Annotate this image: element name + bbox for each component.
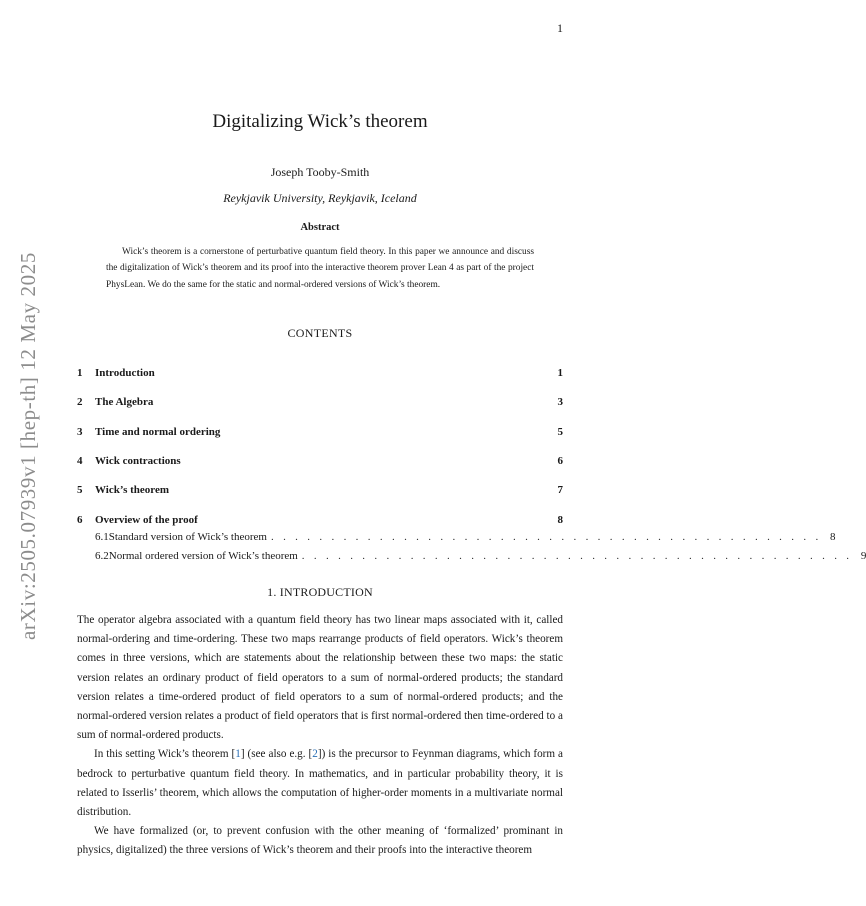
toc-subentry-normal-ordered-version[interactable] — [77, 550, 866, 566]
toc-entry-number: 6 — [77, 514, 83, 526]
toc-entry-page: 9 — [860, 550, 866, 562]
paragraph-1: The operator algebra associated with a quantum field theory has two linear maps associated with it, called normal-ordering and time-ordering. These two maps rearrange products of field operators. Wick’s theorem comes in three versions, which are statements about the relationship between these two maps: the static version relates an ordinary product of field operators to a sum of normal-ordered products; the standard version relates a time-ordered product of field operators to a sum of normal-ordered products; and the normal-ordered version relates a product of field operators that is first normal-ordered then time-ordered to a sum of normal-ordered products. — [77, 614, 563, 742]
toc-entry-number: 3 — [77, 426, 83, 438]
paragraph-2: In this setting Wick’s theorem [1] (see also e.g. [2]) is the precursor to Feynman diagrams, which form a bedrock to perturbative quantum field theory. In mathematics, and in particular probability theory, it is related to Isserlis’ theorem, which allows the computation of higher-order moments in a multivariate normal distribution. — [77, 748, 564, 819]
toc-entry-number: 6.1 — [95, 531, 109, 543]
introduction-body — [77, 611, 563, 861]
page-number: 1 — [557, 21, 563, 35]
toc-entry-number: 5 — [77, 484, 83, 496]
toc-entry-page: 6 — [557, 455, 563, 467]
toc-entry-overview-of-the-proof[interactable] — [77, 514, 563, 530]
toc-entry-label: The Algebra — [95, 396, 154, 408]
author-name: Joseph Tooby-Smith — [270, 165, 370, 179]
abstract-heading: Abstract — [300, 222, 340, 233]
citation-link[interactable]: 1 — [235, 748, 241, 761]
toc-leader-dots: . . . . . . . . . . . . . . . . . . . . . . . . . . . . . . . . . . . . . . . . . . . . . . — [301, 550, 853, 562]
arxiv-identifier-stamp: arXiv:2505.07939v1 [hep-th] 12 May 2025 — [16, 252, 40, 640]
toc-subentry-standard-version[interactable] — [77, 531, 836, 547]
toc-entry-page: 5 — [557, 426, 563, 438]
toc-entry-wicks-theorem[interactable] — [77, 484, 563, 500]
toc-entry-label: Wick’s theorem — [95, 484, 170, 496]
toc-entry-page: 1 — [557, 367, 563, 379]
toc-entry-wick-contractions[interactable] — [77, 455, 563, 471]
author-affiliation: Reykjavik University, Reykjavik, Iceland — [223, 191, 417, 205]
toc-entry-page: 8 — [830, 531, 836, 543]
section-heading-introduction: 1. INTRODUCTION — [267, 585, 373, 599]
toc-leader-dots: . . . . . . . . . . . . . . . . . . . . . . . . . . . . . . . . . . . . . . . . . . . . . . — [270, 531, 822, 543]
toc-entry-label: Time and normal ordering — [95, 426, 221, 438]
toc-entry-label: Normal ordered version of Wick’s theorem — [108, 550, 298, 562]
toc-entry-number: 4 — [77, 455, 83, 467]
toc-entry-number: 6.2 — [95, 550, 109, 562]
toc-entry-time-and-normal-ordering[interactable] — [77, 426, 563, 442]
toc-entry-page: 3 — [557, 396, 563, 408]
toc-entry-label: Standard version of Wick’s theorem — [108, 531, 267, 543]
paragraph-3: We have formalized (or, to prevent confusion with the other meaning of ‘formalized’ prominant in physics, digitalized) the three versions of Wick’s theorem and their proofs into the interactive theorem — [77, 825, 563, 857]
toc-entry-page: 7 — [557, 484, 563, 496]
toc-entry-label: Overview of the proof — [95, 514, 198, 526]
toc-entry-introduction[interactable] — [77, 367, 563, 383]
paper-title: Digitalizing Wick’s theorem — [212, 111, 428, 132]
toc-entry-the-algebra[interactable] — [77, 396, 563, 412]
toc-entry-number: 2 — [77, 396, 83, 408]
contents-heading: CONTENTS — [287, 326, 353, 340]
citation-link[interactable]: 2 — [312, 748, 318, 761]
abstract-text: Wick’s theorem is a cornerstone of perturbative quantum field theory. In this paper we announce and discuss the digitalization of Wick’s theorem and its proof into the interactive theorem prover Lean 4 as part of the project PhysLean. We do the same for the static and normal-ordered versions of Wick’s theorem. — [106, 247, 534, 290]
toc-entry-label: Introduction — [95, 367, 155, 379]
toc-entry-page: 8 — [557, 514, 563, 526]
toc-entry-label: Wick contractions — [95, 455, 181, 467]
toc-entry-number: 1 — [77, 367, 83, 379]
